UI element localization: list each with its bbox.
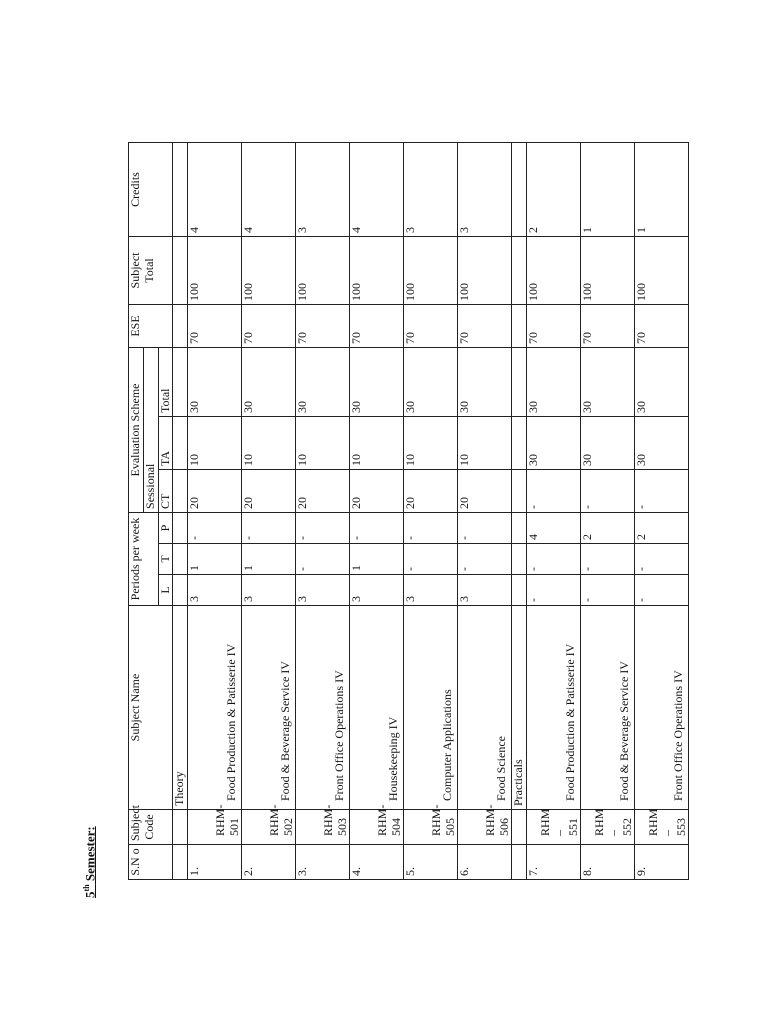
cell-ese: 70 <box>635 304 689 347</box>
header-T: T <box>158 544 173 575</box>
cell-T: - <box>581 544 635 575</box>
empty-cell <box>173 845 188 880</box>
header-total: Total <box>158 347 173 416</box>
cell-ese: 70 <box>188 304 242 347</box>
empty-cell <box>173 142 188 236</box>
cell-T: - <box>404 544 458 575</box>
cell-TA: 10 <box>188 416 242 469</box>
cell-code: RHM – 551 <box>527 810 581 845</box>
empty-cell <box>512 416 527 469</box>
cell-TA: 10 <box>458 416 512 469</box>
semester-heading: 5th Semester: <box>82 826 98 898</box>
cell-TA: 10 <box>404 416 458 469</box>
cell-credits: 2 <box>527 142 581 236</box>
cell-P: - <box>296 512 350 543</box>
cell-CT: 20 <box>350 469 404 512</box>
empty-cell <box>512 236 527 304</box>
cell-subject-total: 100 <box>581 236 635 304</box>
cell-L: 3 <box>404 575 458 606</box>
cell-T: - <box>635 544 689 575</box>
cell-total: 30 <box>404 347 458 416</box>
table-row <box>404 142 458 879</box>
section-practicals <box>512 142 527 879</box>
empty-cell <box>173 810 188 845</box>
header-P: P <box>158 512 173 543</box>
cell-T: - <box>527 544 581 575</box>
cell-CT: 20 <box>188 469 242 512</box>
cell-P: 2 <box>635 512 689 543</box>
cell-sno: 9. <box>635 845 689 880</box>
cell-L: - <box>635 575 689 606</box>
section-practicals-label: Practicals <box>512 606 527 810</box>
cell-T: - <box>458 544 512 575</box>
cell-CT: 20 <box>404 469 458 512</box>
cell-P: - <box>458 512 512 543</box>
cell-sno: 1. <box>188 845 242 880</box>
header-name: Subject Name <box>129 606 173 810</box>
cell-credits: 4 <box>188 142 242 236</box>
cell-sno: 5. <box>404 845 458 880</box>
cell-credits: 1 <box>581 142 635 236</box>
cell-name: Food Production & Patisserie IV <box>527 606 581 810</box>
semester-table-wrapper <box>128 143 688 880</box>
cell-T: - <box>296 544 350 575</box>
header-L: L <box>158 575 173 606</box>
cell-TA: 30 <box>527 416 581 469</box>
cell-total: 30 <box>581 347 635 416</box>
cell-CT: - <box>635 469 689 512</box>
cell-name: Computer Applications <box>404 606 458 810</box>
header-credits: Credits <box>129 142 173 236</box>
section-theory-label: Theory <box>173 606 188 810</box>
cell-T: 1 <box>188 544 242 575</box>
cell-L: 3 <box>242 575 296 606</box>
cell-sno: 6. <box>458 845 512 880</box>
empty-cell <box>512 575 527 606</box>
table-row <box>296 142 350 879</box>
cell-subject-total: 100 <box>527 236 581 304</box>
cell-code: RHM – 552 <box>581 810 635 845</box>
cell-TA: 10 <box>350 416 404 469</box>
cell-L: 3 <box>188 575 242 606</box>
cell-subject-total: 100 <box>242 236 296 304</box>
empty-cell <box>173 469 188 512</box>
cell-ese: 70 <box>458 304 512 347</box>
section-theory <box>173 142 188 879</box>
cell-P: - <box>188 512 242 543</box>
cell-CT: - <box>527 469 581 512</box>
cell-L: - <box>527 575 581 606</box>
cell-P: 2 <box>581 512 635 543</box>
cell-code: RHM- 503 <box>296 810 350 845</box>
cell-T: 1 <box>242 544 296 575</box>
header-row-1 <box>129 142 144 879</box>
cell-TA: 30 <box>635 416 689 469</box>
cell-credits: 3 <box>296 142 350 236</box>
cell-L: 3 <box>458 575 512 606</box>
empty-cell <box>512 810 527 845</box>
cell-credits: 3 <box>458 142 512 236</box>
cell-name: Food & Beverage Service IV <box>581 606 635 810</box>
empty-cell <box>512 512 527 543</box>
cell-code: RHM- 502 <box>242 810 296 845</box>
cell-TA: 10 <box>296 416 350 469</box>
empty-cell <box>512 845 527 880</box>
empty-cell <box>173 544 188 575</box>
cell-CT: 20 <box>458 469 512 512</box>
table-row <box>635 142 689 879</box>
cell-name: Food Production & Patisserie IV <box>188 606 242 810</box>
cell-total: 30 <box>458 347 512 416</box>
header-periods: Periods per week <box>129 512 159 605</box>
cell-code: RHM- 504 <box>350 810 404 845</box>
cell-ese: 70 <box>404 304 458 347</box>
header-TA: TA <box>158 416 173 469</box>
cell-credits: 4 <box>242 142 296 236</box>
cell-subject-total: 100 <box>350 236 404 304</box>
table-row <box>350 142 404 879</box>
cell-subject-total: 100 <box>296 236 350 304</box>
cell-P: 4 <box>527 512 581 543</box>
cell-credits: 1 <box>635 142 689 236</box>
cell-CT: 20 <box>242 469 296 512</box>
cell-sno: 3. <box>296 845 350 880</box>
header-subject-total: Subject Total <box>129 236 173 304</box>
empty-cell <box>173 304 188 347</box>
empty-cell <box>173 236 188 304</box>
cell-name: Food & Beverage Service IV <box>242 606 296 810</box>
cell-name: Housekeeping IV <box>350 606 404 810</box>
cell-P: - <box>242 512 296 543</box>
cell-credits: 4 <box>350 142 404 236</box>
empty-cell <box>173 416 188 469</box>
cell-P: - <box>404 512 458 543</box>
empty-cell <box>173 347 188 416</box>
header-evaluation: Evaluation Scheme <box>129 347 144 512</box>
header-sno: S.N o <box>129 845 173 880</box>
empty-cell <box>512 142 527 236</box>
cell-sno: 8. <box>581 845 635 880</box>
cell-subject-total: 100 <box>458 236 512 304</box>
cell-ese: 70 <box>581 304 635 347</box>
semester-table <box>128 142 689 880</box>
cell-CT: - <box>581 469 635 512</box>
cell-name: Front Office Operations IV <box>296 606 350 810</box>
cell-subject-total: 100 <box>635 236 689 304</box>
cell-total: 30 <box>527 347 581 416</box>
header-ese: ESE <box>129 304 173 347</box>
cell-P: - <box>350 512 404 543</box>
cell-L: 3 <box>296 575 350 606</box>
header-sessional: Sessional <box>143 347 158 512</box>
cell-code: RHM- 506 <box>458 810 512 845</box>
header-CT: CT <box>158 469 173 512</box>
cell-subject-total: 100 <box>188 236 242 304</box>
empty-cell <box>173 512 188 543</box>
cell-total: 30 <box>242 347 296 416</box>
cell-L: 3 <box>350 575 404 606</box>
cell-ese: 70 <box>350 304 404 347</box>
table-row <box>527 142 581 879</box>
empty-cell <box>173 575 188 606</box>
cell-code: RHM- 505 <box>404 810 458 845</box>
cell-name: Front Office Operations IV <box>635 606 689 810</box>
cell-ese: 70 <box>242 304 296 347</box>
cell-T: 1 <box>350 544 404 575</box>
cell-ese: 70 <box>527 304 581 347</box>
cell-code: RHM- 501 <box>188 810 242 845</box>
header-code: Subject Code <box>129 810 173 845</box>
table-row <box>581 142 635 879</box>
table-row <box>188 142 242 879</box>
empty-cell <box>512 304 527 347</box>
cell-total: 30 <box>296 347 350 416</box>
cell-TA: 10 <box>242 416 296 469</box>
cell-CT: 20 <box>296 469 350 512</box>
cell-subject-total: 100 <box>404 236 458 304</box>
empty-cell <box>512 544 527 575</box>
cell-total: 30 <box>188 347 242 416</box>
cell-credits: 3 <box>404 142 458 236</box>
cell-sno: 7. <box>527 845 581 880</box>
cell-ese: 70 <box>296 304 350 347</box>
cell-sno: 4. <box>350 845 404 880</box>
empty-cell <box>512 469 527 512</box>
cell-TA: 30 <box>581 416 635 469</box>
table-row <box>242 142 296 879</box>
table-row <box>458 142 512 879</box>
empty-cell <box>512 347 527 416</box>
cell-total: 30 <box>350 347 404 416</box>
cell-L: - <box>581 575 635 606</box>
cell-total: 30 <box>635 347 689 416</box>
cell-code: RHM – 553 <box>635 810 689 845</box>
cell-sno: 2. <box>242 845 296 880</box>
cell-name: Food Science <box>458 606 512 810</box>
